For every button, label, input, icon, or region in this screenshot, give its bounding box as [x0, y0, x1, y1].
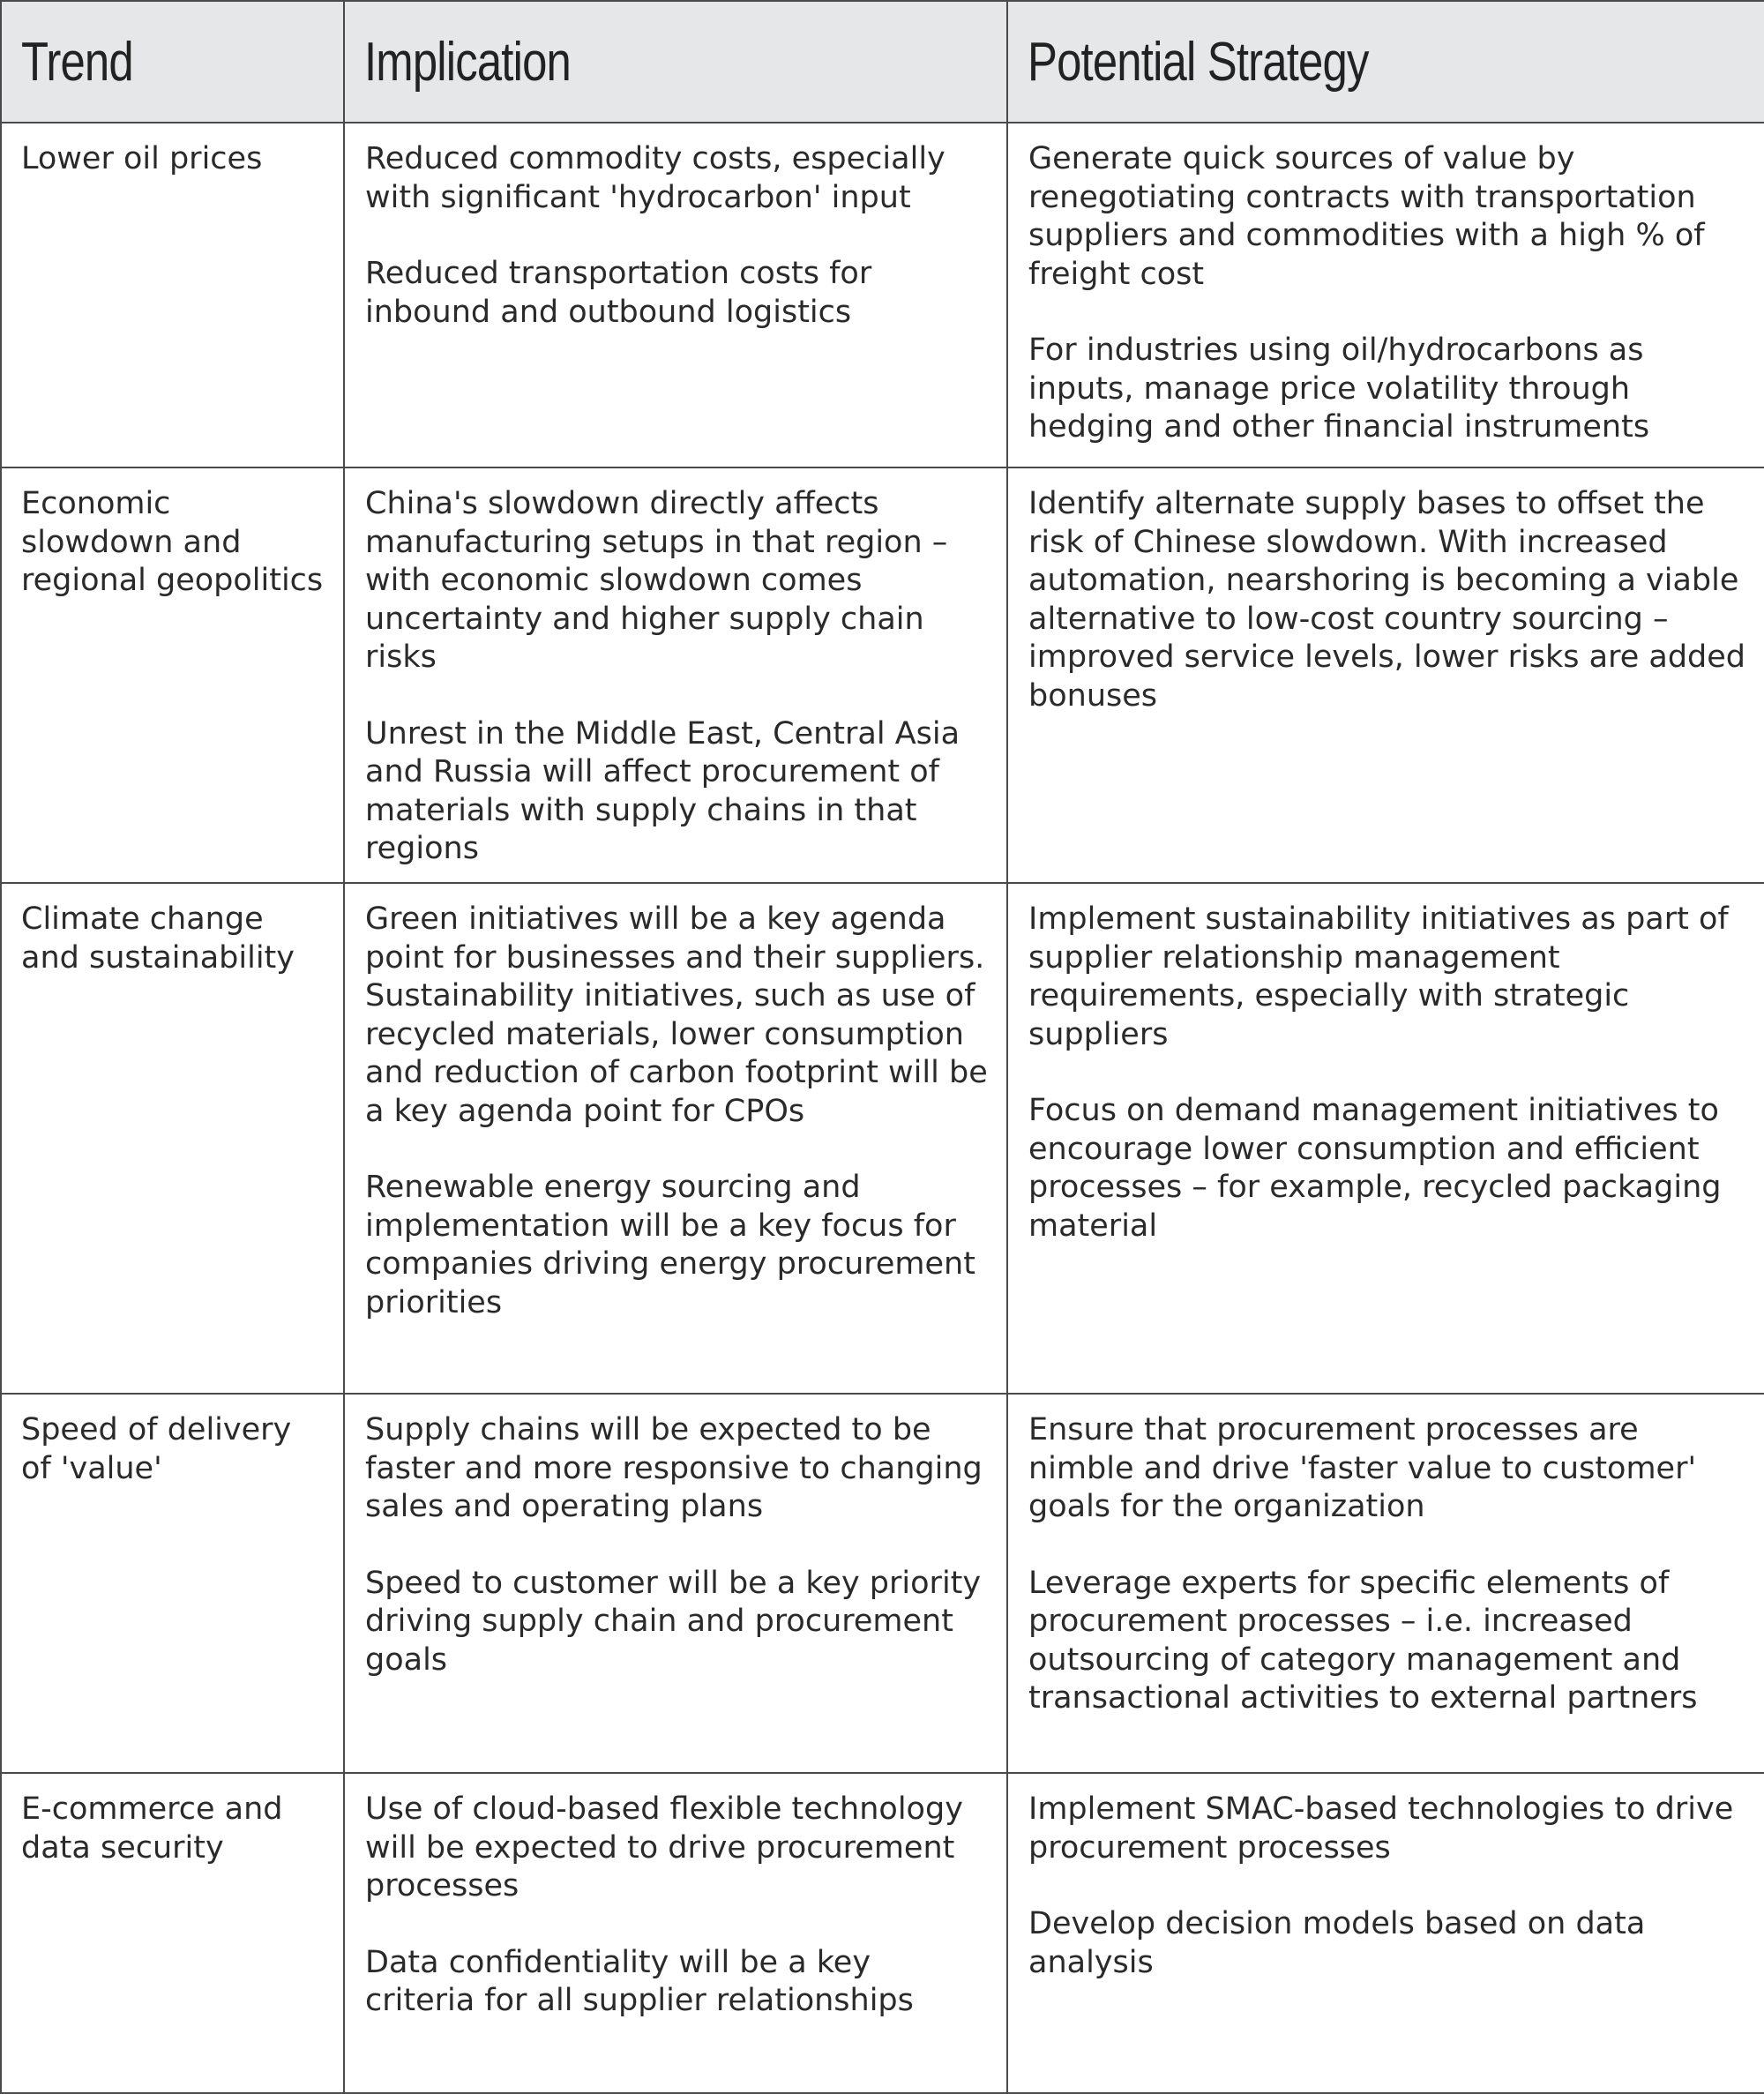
header-potential-strategy: Potential Strategy: [1007, 1, 1764, 123]
strategy-paragraph: Identify alternate supply bases to offset the risk of Chinese slowdown. With increased automation, nearshoring is becoming a viable alternative to low-cost country sourcing – improved service levels, lower risks are added bonuses: [1028, 486, 1746, 714]
implication-paragraph: Reduced commodity costs, especially with significant 'hydrocarbon' input: [365, 141, 946, 215]
trend-cell: [1, 883, 344, 1394]
trend-text: Economic slowdown and regional geopolitics: [21, 486, 324, 598]
implication-paragraph: Renewable energy sourcing and implementation will be a key focus for companies driving energy procurement priorities: [365, 1170, 975, 1320]
implication-cell: [344, 1394, 1007, 1773]
trend-cell: [1, 467, 344, 883]
trend-cell: [1, 1773, 344, 2093]
header-trend: Trend: [1, 1, 344, 123]
table-row: [1, 1773, 1764, 2093]
strategy-paragraph: For industries using oil/hydrocarbons as inputs, manage price volatility through hedging and other financial instruments: [1028, 333, 1650, 445]
strategy-cell: [1007, 123, 1764, 467]
implication-paragraph: Unrest in the Middle East, Central Asia and Russia will affect procurement of materials with supply chains in that regions: [365, 715, 960, 866]
table-body: [1, 123, 1764, 2093]
table-row: [1, 467, 1764, 883]
table-row: [1, 123, 1764, 467]
strategy-paragraph: Implement sustainability initiatives as part of supplier relationship management requirements, especially with strategic suppliers: [1028, 901, 1729, 1052]
implication-paragraph: China's slowdown directly affects manufacturing setups in that region – with economic slowdown comes uncertainty and higher supply chain risks: [365, 486, 948, 675]
implication-cell: [344, 467, 1007, 883]
implication-cell: [344, 883, 1007, 1394]
trend-text: E-commerce and data security: [21, 1791, 283, 1866]
strategy-cell: [1007, 1773, 1764, 2093]
trend-text: Lower oil prices: [21, 141, 263, 176]
strategy-paragraph: Leverage experts for specific elements of procurement processes – i.e. increased outsourcing of category management and transactional activities to external partners: [1028, 1565, 1698, 1716]
table-row: [1, 1394, 1764, 1773]
implication-paragraph: Use of cloud-based flexible technology will be expected to drive procurement processes: [365, 1791, 963, 1903]
table-row: [1, 883, 1764, 1394]
strategy-cell: [1007, 1394, 1764, 1773]
strategy-cell: [1007, 883, 1764, 1394]
implication-paragraph: Supply chains will be expected to be faster and more responsive to changing sales and operating plans: [365, 1412, 983, 1524]
trend-cell: [1, 123, 344, 467]
implication-paragraph: Speed to customer will be a key priority driving supply chain and procurement goals: [365, 1565, 982, 1678]
header-implication: Implication: [344, 1, 1007, 123]
strategy-paragraph: Develop decision models based on data analysis: [1028, 1906, 1646, 1980]
trend-text: Speed of delivery of 'value': [21, 1412, 292, 1486]
implication-paragraph: Reduced transportation costs for inbound and outbound logistics: [365, 256, 872, 330]
header-row: [1, 1, 1764, 123]
trend-text: Climate change and sustainability: [21, 901, 295, 976]
strategy-cell: [1007, 467, 1764, 883]
trend-cell: [1, 1394, 344, 1773]
table-header: [1, 1, 1764, 123]
strategy-paragraph: Implement SMAC-based technologies to drive procurement processes: [1028, 1791, 1734, 1866]
strategy-paragraph: Generate quick sources of value by renegotiating contracts with transportation suppliers and commodities with a high % of freight cost: [1028, 141, 1705, 292]
implication-cell: [344, 123, 1007, 467]
implication-cell: [344, 1773, 1007, 2093]
strategy-paragraph: Ensure that procurement processes are nimble and drive 'faster value to customer' goals for the organization: [1028, 1412, 1697, 1524]
implication-paragraph: Green initiatives will be a key agenda point for businesses and their suppliers. Sustainability initiatives, such as use of recycled materials, lower consumption and reduction of carbon footprint will be a key agenda point for CPOs: [365, 901, 988, 1129]
strategy-paragraph: Focus on demand management initiatives to encourage lower consumption and efficient processes – for example, recycled packaging material: [1028, 1093, 1722, 1244]
implication-paragraph: Data confidentiality will be a key criteria for all supplier relationships: [365, 1944, 914, 2018]
